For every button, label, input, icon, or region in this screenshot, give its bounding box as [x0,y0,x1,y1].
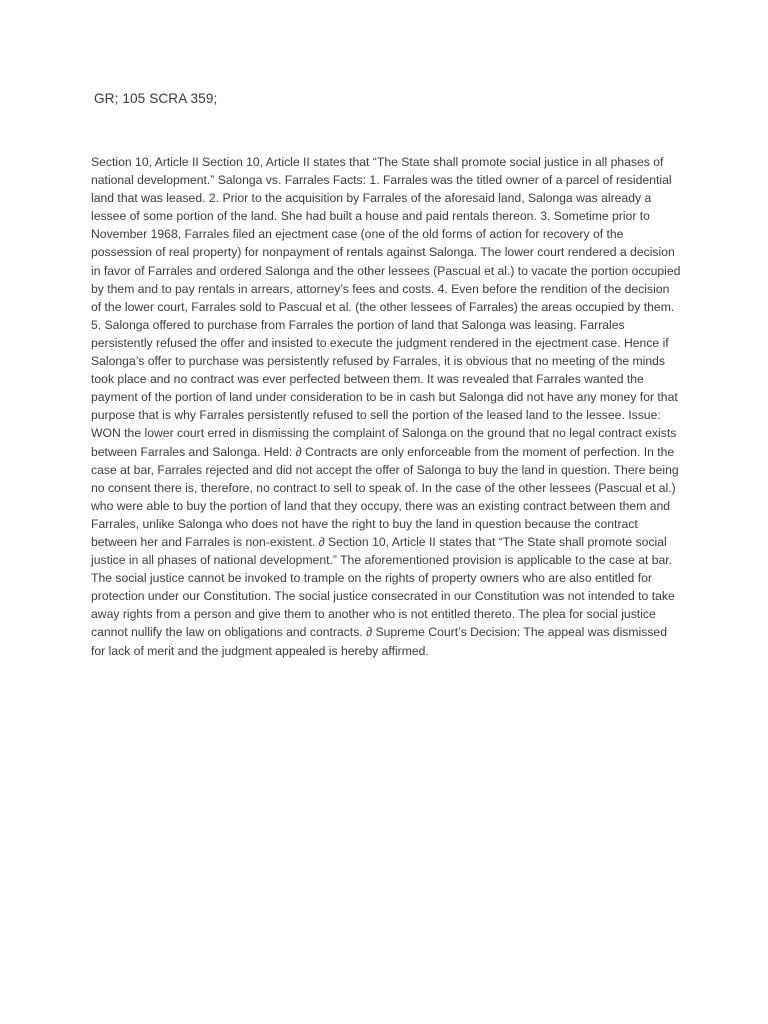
case-citation: GR; 105 SCRA 359; [94,91,218,106]
case-digest-text: Section 10, Article II Section 10, Article II states that “The State shall promote social justice in all phases of national development.” Salonga vs. Farrales Facts: 1. Farrales was the titled owner of a parcel of residential land that was leased. 2. Prior to the acquisition by Farrales of the aforesaid land, Salonga was already a lessee of some portion of the land. She had built a house and paid rentals thereon. 3. Sometime prior to November 1968, Farrales filed an ejectment case (one of the old forms of action for recovery of the possession of real property) for nonpayment of rentals against Salonga. The lower court rendered a decision in favor of Farrales and ordered Salonga and the other lessees (Pascual et al.) to vacate the portion occupied by them and to pay rentals in arrears, attorney’s fees and costs. 4. Even before the rendition of the decision of the lower court, Farrales sold to Pascual et al. (the other lessees of Farrales) the areas occupied by them. 5. Salonga offered to purchase from Farrales the portion of land that Salonga was leasing. Farrales persistently refused the offer and insisted to execute the judgment rendered in the ejectment case. Hence if Salonga’s offer to purchase was persistently refused by Farrales, it is obvious that no meeting of the minds took place and no contract was ever perfected between them. It was revealed that Farrales wanted the payment of the portion of land under consideration to be in cash but Salonga did not have any money for that purpose that is why Farrales persistently refused to sell the portion of the leased land to the lessee. Issue: WON the lower court erred in dismissing the complaint of Salonga on the ground that no legal contract exists between Farrales and Salonga. Held: ∂ Contracts are only enforceable from the moment of perfection. In the case at bar, Farrales rejected and did not accept the offer of Salonga to buy the land in question. There being no consent there is, therefore, no contract to sell to speak of. In the case of the other lessees (Pascual et al.) who were able to buy the portion of land that they occupy, there was an existing contract between them and Farrales, unlike Salonga who does not have the right to buy the land in question because the contract between her and Farrales is non-existent. ∂ Section 10, Article II states that “The State shall promote social justice in all phases of national development.” The aforementioned provision is applicable to the case at bar. The social justice cannot be invoked to trample on the rights of property owners who are also entitled for protection under our Constitution. The social justice consecrated in our Constitution was not intended to take away rights from a person and give them to another who is not entitled thereto. The plea for social justice cannot nullify the law on obligations and contracts. ∂ Supreme Court’s Decision: The appeal was dismissed for lack of merit and the judgment appealed is hereby affirmed. [91,155,681,658]
